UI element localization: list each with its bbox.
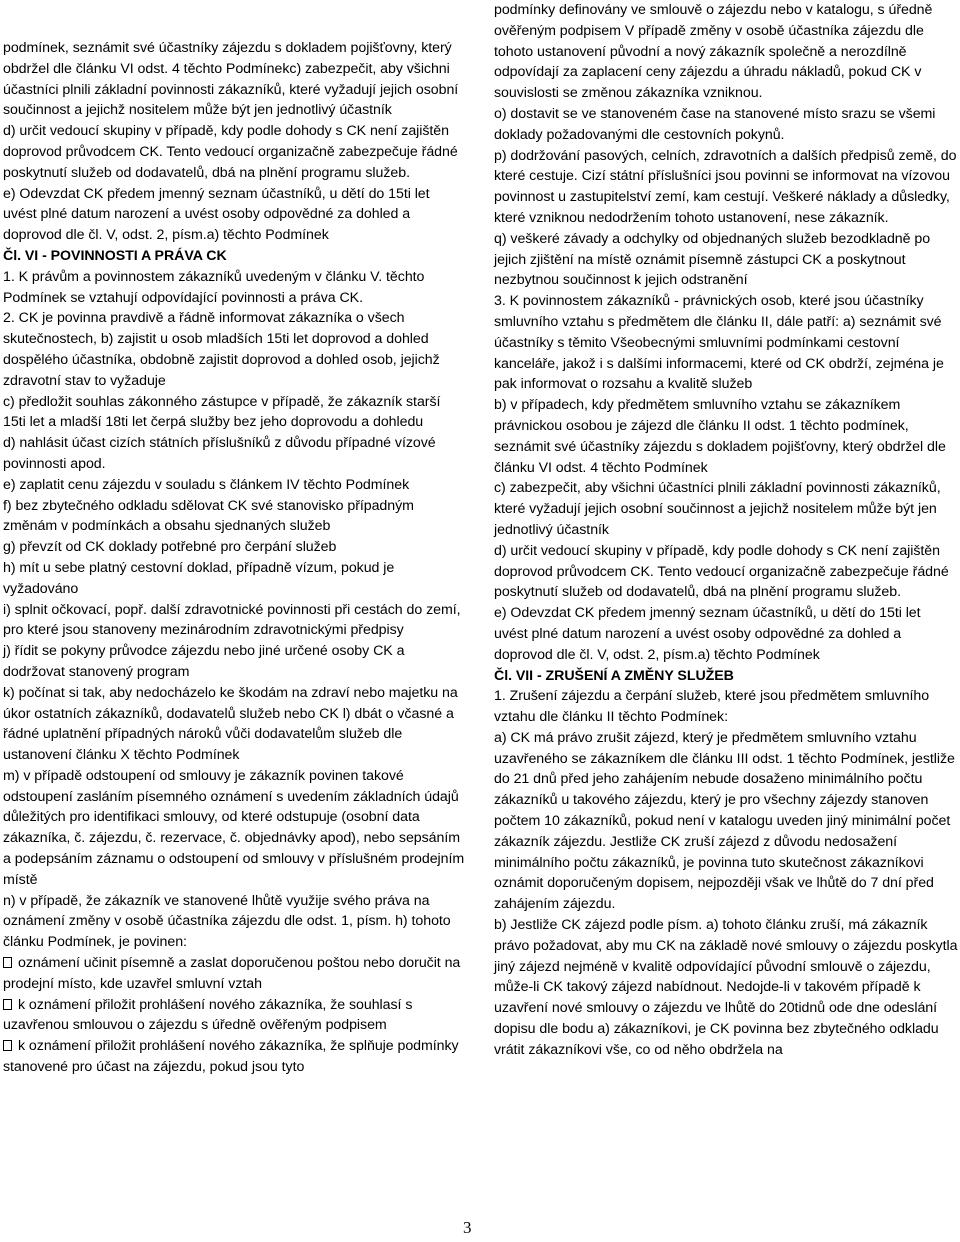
paragraph: podmínek, seznámit své účastníky zájezdu s dokladem pojišťovny, který obdržel dle článku VI odst. 4 těchto Podmínekc) zabezpečit, aby všichni účastníci plnili základní povinnosti zákazníků, které vyžadují jejich osobní součinnost a jejichž nositelem může být jen jednotlivý účastník (3, 40, 459, 119)
paragraph: c) zabezpečit, aby všichni účastníci plnili základní povinnosti zákazníků, které vyžadují jejich osobní součinnost a jejichž nositelem může být jen jednotlivý účastník (494, 480, 941, 538)
paragraph: e) Odevzdat CK předem jmenný seznam účastníků, u dětí do 15ti let uvést plné datum narození a uvést osoby odpovědné za dohled a doprovod dle čl. V, odst. 2, písm.a) těchto Podmínek (494, 605, 921, 663)
bullet-text: oznámení učinit písemně a zaslat doporučenou poštou nebo doručit na prodejní místo, kde uzavřel smluvní vztah (3, 955, 461, 992)
paragraph: f) bez zbytečného odkladu sdělovat CK své stanovisko případným změnám v podmínkách a obsahu sjednaných služeb (3, 497, 414, 535)
box-bullet-icon (3, 999, 12, 1010)
paragraph: b) Jestliže CK zájezd podle písm. a) tohoto článku zruší, má zákazník právo požadovat, aby mu CK na základě nové smlouvy o zájezdu poskytla jiný zájezd nejméně v kvalitě odpovídající původní smlouvě o zájezdu, může-li CK takový zájezd nabídnout. Nedojde-li v takovém případě k uzavření nové smlouvy o zájezdu ve lhůtě do 20tidnů ode dne odeslání dopisu dle bodu a) zákazníkovi, je CK povinna bez zbytečného odkladu vrátit zákazníkovi vše, co od něho obdržela na (494, 917, 958, 1058)
paragraph: a) CK má právo zrušit zájezd, který je předmětem smluvního vztahu uzavřeného se zákazníkem dle článku III odst. 1 těchto Podmínek, jestliže do 21 dnů před jeho zahájením nebude dosaženo minimálního počtu zákazníků u takového zájezdu, který je pro všechny zájezdy stanoven počtem 10 zákazníků, pokud není v katalogu uveden jiný minimální počet zákazník zájezdu. Jestliže CK zruší zájezd z důvodu nedosažení minimálního počtu zákazníků, je povinna tuto skutečnost zákazníkovi oznámit doporučeným dopisem, nejpozději však ve lhůtě do 7 dní před zahájením zájezdu. (494, 729, 955, 913)
section-heading: Čl. VII - ZRUŠENÍ A ZMĚNY SLUŽEB (494, 667, 734, 684)
paragraph: p) dodržování pasových, celních, zdravotních a dalších předpisů země, do které cestuje. Cizí státní příslušníci jsou povinni se informovat na vízovou povinnost u zastupitelství zemí, kam cestují. Veškeré náklady a důsledky, které vzniknou nedodržením tohoto ustanovení, nese zákazník. (494, 147, 957, 226)
paragraph: i) splnit očkovací, popř. další zdravotnické povinnosti při cestách do zemí, pro které jsou stanoveny mezinárodním zdravotnickými předpisy (3, 601, 461, 639)
paragraph: q) veškeré závady a odchylky od objednaných služeb bezodkladně po jejich zjištění na místě oznámit písemně zástupci CK a poskytnout nezbytnou součinnost k jejich odstranění (494, 230, 931, 289)
paragraph: d) určit vedoucí skupiny v případě, kdy podle dohody s CK není zajištěn doprovod průvodcem CK. Tento vedoucí organizačně zabezpečuje řádné poskytnutí služeb od dodavatelů, dbá na plnění programu služeb. (494, 542, 949, 601)
box-bullet-icon (3, 1040, 12, 1051)
paragraph: c) předložit souhlas zákonného zástupce v případě, že zákazník starší 15ti let a mladší 18ti let čerpá služby bez jeho doprovodu a dohledu (3, 393, 441, 431)
paragraph: d) určit vedoucí skupiny v případě, kdy podle dohody s CK není zajištěn doprovod průvodcem CK. Tento vedoucí organizačně zabezpečuje řádné poskytnutí služeb od dodavatelů, dbá na plnění programu služeb. (3, 123, 458, 181)
bullet-text: k oznámení přiložit prohlášení nového zákazníka, že splňuje podmínky stanovené pro účast na zájezdu, pokud jsou tyto (3, 1038, 459, 1076)
paragraph: 3. K povinnostem zákazníků - právnických osob, které jsou účastníky smluvního vztahu s předmětem dle článku II, dále patří: a) seznámit své účastníky s těmito Všeobecnými smluvními podmínkami cestovní kanceláře, jakož i s dalšími informacemi, které od CK obdrží, zejména je pak informovat o rozsahu a kvalitě služeb (494, 293, 944, 393)
paragraph: e) zaplatit cenu zájezdu v souladu s článkem IV těchto Podmínek (3, 476, 410, 493)
paragraph: b) v případech, kdy předmětem smluvního vztahu se zákazníkem právnickou osobou je zájezd dle článku II odst. 1 těchto podmínek, seznámit své účastníky zájezdu s dokladem pojišťovny, který obdržel dle článku VI odst. 4 těchto Podmínek (494, 397, 946, 476)
paragraph: 1. K právům a povinnostem zákazníků uvedeným v článku V. těchto Podmínek se vztahují odpovídající povinnosti a práva CK. (3, 268, 425, 306)
paragraph: e) Odevzdat CK předem jmenný seznam účastníků, u dětí do 15ti let uvést plné datum narození a uvést osoby odpovědné za dohled a doprovod dle čl. V, odst. 2, písm.a) těchto Podmínek (3, 185, 430, 244)
bullet-item (3, 995, 465, 1037)
bullet-item (3, 1036, 465, 1078)
paragraph: m) v případě odstoupení od smlouvy je zákazník povinen takové odstoupení zasláním písemného oznámení s uvedením základních údajů důležitých pro identifikaci smlouvy, od které odstupuje (osobní data zákazníka, č. zájezdu, č. rezervace, č. objednávky apod), nebo sepsáním a podepsáním záznamu o odstoupení od smlouvy v příslušném prodejním místě (3, 767, 465, 888)
bullet-text: k oznámení přiložit prohlášení nového zákazníka, že souhlasí s uzavřenou smlouvou o zájezdu s úředně ověřeným podpisem (3, 996, 413, 1034)
box-bullet-icon (3, 957, 12, 968)
paragraph: h) mít u sebe platný cestovní doklad, případně vízum, pokud je vyžadováno (3, 559, 395, 597)
section-heading: Čl. VI - POVINNOSTI A PRÁVA CK (3, 247, 227, 264)
paragraph: g) převzít od CK doklady potřebné pro čerpání služeb (3, 539, 337, 556)
paragraph: k) počínat si tak, aby nedocházelo ke škodám na zdraví nebo majetku na úkor ostatních zákazníků, dodavatelů služeb nebo CK l) dbát o včasné a řádné uplatnění případných nároků vůči dodavatelům služeb dle ustanovení článku X těchto Podmínek (3, 684, 458, 764)
right-column (494, 0, 958, 1061)
paragraph: n) v případě, že zákazník ve stanovené lhůtě využije svého práva na oznámení změny v osobě účastníka zájezdu dle odst. 1, písm. h) tohoto článku Podmínek, je povinen: (3, 892, 451, 951)
paragraph: podmínky definovány ve smlouvě o zájezdu nebo v katalogu, s úředně ověřeným podpisem V případě změny v osobě účastníka zájezdu dle tohoto ustanovení původní a nový zákazník společně a nerozdílně odpovídají za zaplacení ceny zájezdu a úhradu nákladů, pokud CK v souvislosti se změnou zákazníka vzniknou. (494, 2, 933, 102)
paragraph: j) řídit se pokyny průvodce zájezdu nebo jiné určené osoby CK a dodržovat stanovený program (3, 643, 405, 680)
paragraph: o) dostavit se ve stanoveném čase na stanovené místo srazu se všemi doklady požadovanými dle cestovních pokynů. (494, 105, 936, 143)
paragraph: 2. CK je povinna pravdivě a řádně informovat zákazníka o všech skutečnostech, b) zajistit u osob mladších 15ti let doprovod a dohled dospělého účastníka, obdobně zajistit doprovod a dohled osob, jejichž zdravotní stav to vyžaduje (3, 310, 440, 389)
left-column (3, 0, 465, 1078)
paragraph: 1. Zrušení zájezdu a čerpání služeb, které jsou předmětem smluvního vztahu dle článku II těchto Podmínek: (494, 688, 930, 726)
page-number: 3 (463, 1218, 472, 1237)
paragraph: d) nahlásit účast cizích státních příslušníků z důvodu případné vízové povinnosti apod. (3, 435, 436, 472)
bullet-item (3, 953, 465, 995)
